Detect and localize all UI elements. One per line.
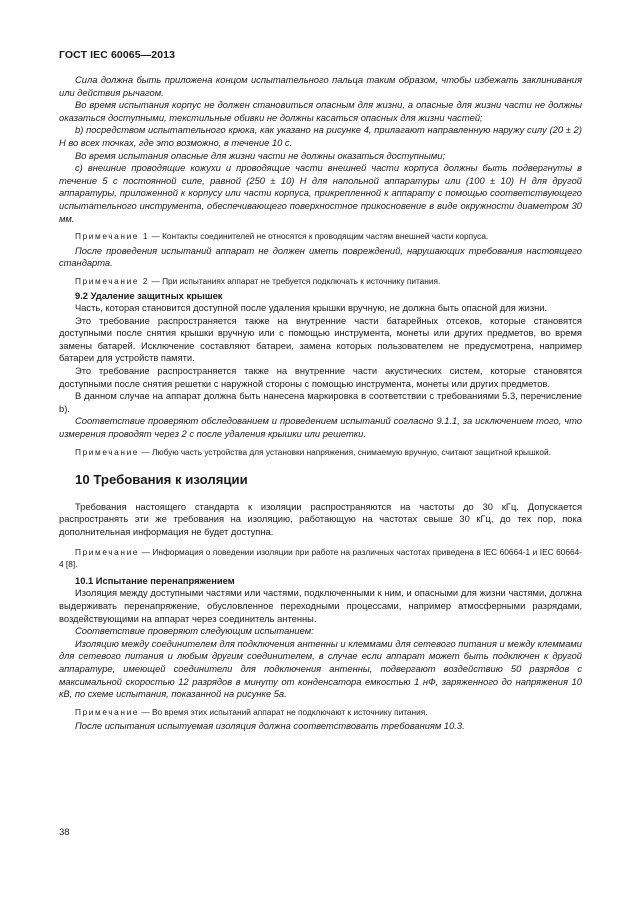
page-body: [59, 74, 582, 733]
note-label: Примечание 2: [75, 275, 150, 286]
paragraph: Во время испытания опасные для жизни части не должны оказаться доступными;: [75, 150, 446, 161]
paragraph: Соответствие проверяют следующим испытанием:: [75, 626, 314, 637]
section-heading-10-1: 10.1 Испытание перенапряжением: [75, 575, 235, 586]
paragraph: После испытания испытуемая изоляция должна соответствовать требованиям 10.3.: [75, 721, 465, 732]
paragraph: Изоляцию между соединителем для подключения антенны и клеммами для сетевого питания и между клеммами для сетевого питания и любым другим соединителем, в случае если аппарат может быть подключен к другой аппаратуре, имеющей соединители для подключения антенны, подвергают воздействию 50 разрядов с максимальной скоростью 12 разрядов в минуту от конденсатора емкостью 1 нФ, заряженного до напряжения 10 кВ, по схеме испытания, показанной на рисунке 5а.: [59, 638, 582, 700]
paragraph: b) посредством испытательного крюка, как указано на рисунке 4, прилагают направленную наружу силу (20 ± 2) Н во всех точках, где это возможно, в течение 10 с.: [59, 125, 582, 148]
paragraph: Во время испытания корпус не должен становиться опасным для жизни, а опасные для жизни части не должны оказаться доступными, текстильные обивки не должны касаться опасных для жизни частей;: [59, 100, 582, 123]
note-label: Примечание 1: [75, 231, 150, 242]
section-heading-10: 10 Требования к изоляции: [75, 472, 248, 488]
running-header: ГОСТ IEC 60065—2013: [59, 49, 176, 61]
paragraph: Это требование распространяется также на внутренние части батарейных отсеков, которые становятся доступными после снятия крышки вручную или с помощью инструмента, монеты или других предметов, во время замены батарей. Исключение составляют батареи, замена которых пользователем не предусмотрена, например батареи для устройств памяти.: [59, 315, 582, 364]
note: [59, 546, 582, 571]
note-text: — Контакты соединителей не относятся к проводящим частям внешней части корпуса.: [149, 231, 489, 242]
note: [59, 230, 582, 243]
note: [59, 275, 582, 288]
note-text: — При испытаниях аппарат не требуется подключать к источнику питания.: [149, 275, 441, 286]
page-number: 38: [59, 827, 70, 838]
paragraph: В данном случае на аппарат должна быть нанесена маркировка в соответствии с требованиями 5.3, перечисление b).: [59, 391, 582, 414]
note-label: Примечание: [75, 706, 140, 717]
paragraph: Требования настоящего стандарта к изоляции распространяются на частоты до 30 кГц. Допускается распространять эти же требования на изоляцию, работающую на частотах свыше 30 кГц, до тех пор, пока дополнительная информация не будет доступна.: [59, 501, 582, 537]
paragraph: Часть, которая становится доступной после удаления крышки вручную, не должна быть опасной для жизни.: [75, 303, 548, 314]
note-text: — Во время этих испытаний аппарат не подключают к источнику питания.: [139, 706, 428, 717]
note-text: — Любую часть устройства для установки напряжения, снимаемую вручную, считают защитной крышкой.: [139, 446, 551, 457]
paragraph: c) внешние проводящие кожухи и проводящие части внешней части корпуса должны быть подвергнуты в течение 5 с постоянной силе, равной (250 ± 10) Н для напольной аппаратуры или (100 ± 10) Н для другой аппаратуры, приложенной к корпусу или части корпуса, прикрепленной к аппарату с помощью соответствующего испытательного инструмента, обеспечивающего поверхностное прикосновение в виде окружности диаметром 30 мм.: [59, 163, 582, 224]
note-text: — Информация о поведении изоляции при работе на различных частотах приведена в IEC 60664-1 и IEC 60664-4 [8].: [59, 546, 582, 570]
paragraph: Сила должна быть приложена концом испытательного пальца таким образом, чтобы избежать заклинивания или действия рычагом.: [59, 75, 582, 98]
paragraph: После проведения испытаний аппарат не должен иметь повреждений, нарушающих требования настоящего стандарта.: [59, 245, 582, 269]
paragraph: Это требование распространяется также на внутренние части акустических систем, которые становятся доступными после снятия решетки с наружной стороны с помощью инструмента, монеты или других предметов.: [59, 366, 582, 389]
note-label: Примечание: [75, 446, 140, 457]
note: [59, 706, 582, 719]
note-label: Примечание: [75, 546, 140, 557]
paragraph: Соответствие проверяют обследованием и проведением испытаний согласно 9.1.1, за исключением того, что измерения проводят через 2 с после удаления крышки или решетки.: [59, 416, 582, 440]
section-heading-9-2: 9.2 Удаление защитных крышек: [75, 290, 223, 301]
note: [59, 446, 582, 459]
paragraph: Изоляция между доступными частями или частями, подключенными к ним, и опасными для жизни частями, должна выдерживать перенапряжение, обусловленное переходными процессами, например атмосферными разрядами, воздействующими на аппарат через соединитель антенны.: [59, 588, 582, 624]
